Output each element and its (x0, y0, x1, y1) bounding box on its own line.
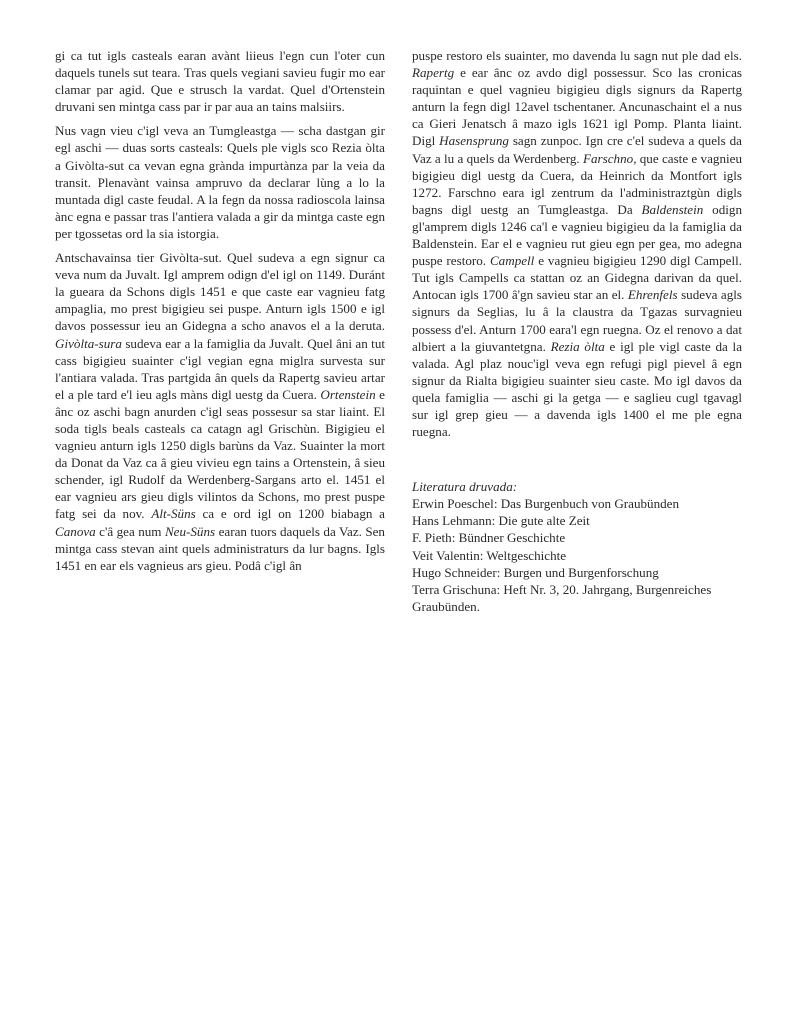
text-run: sudeva ear a la famiglia da Juvalt. Quel âni an tut cass bigigieu suainter c'igl vegian egna miglra survesta sur l'antiara valada. Tras partgida ân quels da Rapertg savieu artar el a ple tard e'l ieu agls màns digl uestg da Cuera. (55, 335, 385, 402)
text-run: ca e ord igl on 1200 biabagn a (195, 506, 385, 522)
italic-name: Neu-Süns (164, 523, 216, 539)
text-run: Antschavainsa tier Givòlta-sut. Quel sudeva a egn signur ca veva num da Juvalt. Igl amprem odign d'el igl on 1149. Duránt la gueara da Schons digls 1451 e que caste ear vagnieu fatg ampaglia, mo prest bigigieu sei puspe. Anturn igls 1500 e igl davos possessur ieu an Gidegna a scho anavos el a la deruta. (55, 250, 385, 334)
reference-item: Veit Valentin: Weltgeschichte (412, 547, 567, 563)
italic-name: Ortenstein (320, 386, 376, 402)
italic-name: Farschno (582, 150, 634, 166)
text-run: e ear ânc oz avdo digl possessur. Sco las cronicas raquintan e quel vagnieu bigigieu digls signurs da Rapertg anturn la fegn digl 12avel tschentaner. Ancunaschaint el a nus ca Gieri Jenatsch â mazo igls 1621 igl Pomp. Planta liaint. Digl (412, 65, 742, 149)
paragraph (55, 249, 385, 574)
text-run: sagn zunpoc. Ign cre c'el sudeva a quels da Vaz a lu a quels da Werdenberg. (412, 133, 742, 166)
italic-name: Baldenstein (641, 201, 704, 217)
references-title: Literatura druvada: (412, 479, 518, 495)
text-run: puspe restoro els suainter, mo davenda lu sagn nut ple dad els. (412, 48, 742, 63)
italic-name: Canova (55, 523, 96, 539)
italic-name: Alt-Süns (151, 506, 196, 522)
text-run: e vagnieu bigigieu 1290 digl Campell. Tut igls Campells ca stattan oz an Gidegna darivan da quel. Antocan igls 1700 â'gn savieu star an el. (412, 253, 742, 303)
italic-name: Rezia òlta (550, 338, 605, 354)
italic-name: Campell (489, 253, 535, 269)
text-run: odign gl'amprem digls 1246 ca'l e vagnieu bigigieu da la famiglia da Baldenstein. Ear el e vagnieu rut gieu egn per gea, mo adegna puspe restoro. (412, 201, 742, 269)
reference-item: Hans Lehmann: Die gute alte Zeit (412, 513, 590, 529)
italic-name: Givòlta-sura (55, 335, 122, 351)
reference-item: Terra Grischuna: Heft Nr. 3, 20. Jahrgang, Burgenreiches Graubünden. (412, 581, 712, 614)
references-list (412, 495, 742, 615)
reference-item: Hugo Schneider: Burgen und Burgenforschung (412, 564, 659, 580)
right-column (412, 47, 742, 615)
text-run: sudeva agls signurs da Seglias, lu â la claustra da Tgazas survagnieu possess d'el. Anturn 1700 eara'l egn ruegna. Oz el renovo a dat albiert a la giuvantetgna. (412, 287, 742, 354)
paragraph (412, 47, 742, 440)
paragraph: gi ca tut igls casteals earan avànt liieus l'egn cun l'oter cun daquels tunels sut teara. Tras quels vegiani savieu fugir mo ear clamar par agid. Que e strusch la vardat. Quel d'Ortenstein druvani sen mintga cass par ir par aua an tains malsiirs. (55, 48, 385, 115)
references-section (412, 478, 742, 615)
reference-item: F. Pieth: Bündner Geschichte (412, 530, 566, 546)
text-run: e igl ple vigl caste da la valada. Agl plaz nouc'igl veva egn refugi pigl pievel â egn signur da Rialta bigigieu suainter sieu caste. Mo igl davos da quela famiglia — aschi gi la getga — e saglieu cugl tgavagl sur igl grep gieu — a davenda igls 1400 el me ple egna ruegna. (412, 338, 743, 440)
text-run: earan tuors daquels da Vaz. Sen mintga cass stevan aint quels administraturs da lur bagns. Igls 1451 en ear els vagnieus ars gieu. Podâ c'igl ân (55, 523, 385, 573)
text-run: e ânc oz aschi bagn anurden c'igl seas possesur sa star liaint. El soda tigls beals casteals ca catagn agl Grischùn. Bigigieu el vagnieu anturn igls 1250 digls barùns da Vaz. Suainter la mort da Donat da Vaz ca â gieu vivieu egn tains a Ortenstein, â sieu schender, igl Rudolf da Werdenberg-Sargans arto el. 1451 el ear vagnieu ars gieu digls vilintos da Schons, mo prest puspe fatg sei da nov. (55, 386, 385, 522)
italic-name: Rapertg (412, 65, 455, 81)
text-run: c'â gea num (95, 523, 165, 539)
reference-item: Erwin Poeschel: Das Burgenbuch von Graubünden (412, 496, 680, 512)
italic-name: Ehrenfels (627, 287, 678, 303)
italic-name: Hasensprung (439, 133, 509, 149)
paragraph: Nus vagn vieu c'igl veva an Tumgleastga — scha dastgan gir egl aschi — duas sorts casteals: Quels ple vigls sco Rezia òlta a Givòlta-sut ca vevan egna grànda impurtànza par la veia da transit. Plenavànt vainsa ampruvo da declarar lùng a lo la muntada digl caste feudal. A la fegn da nossa radioscola lainsa ànc egna e passar tras l'antiera valada a gir da mintga caste egn per tgossetas ord la sia istorgia. (55, 123, 385, 241)
text-run: , que caste e vagnieu bigigieu digl uestg da Cuera, da Heinrich da Montfort igls 1272. Farschno eara igl zentrum da l'administraztgùn digls bagns digl uestg an Tumgleastga. Da (412, 150, 742, 217)
left-column (55, 47, 385, 574)
